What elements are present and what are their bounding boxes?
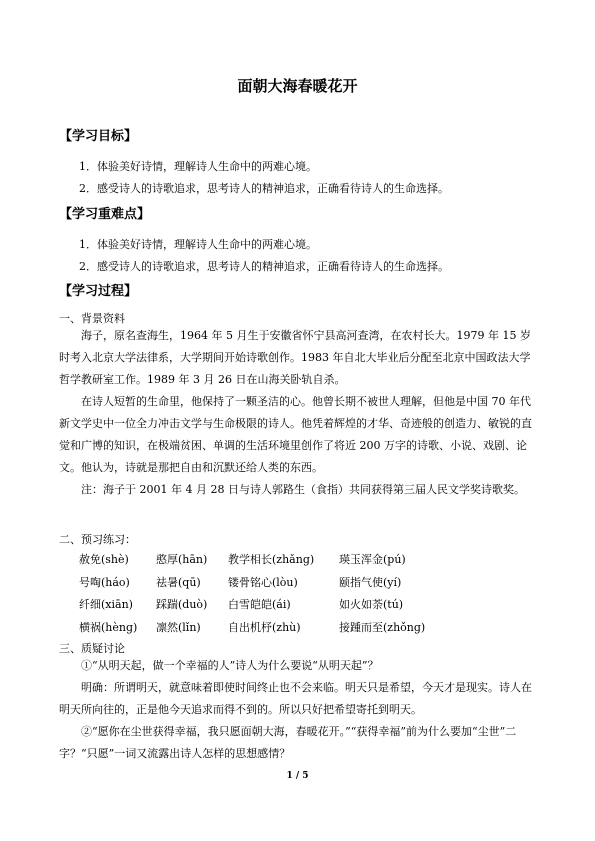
vocab-item: 憨厚(hān) [156, 553, 208, 566]
goal-item-1: 1．体验美好诗情，理解诗人生命中的两难心境。 [79, 160, 317, 173]
question-2: ②“愿你在尘世获得幸福，我只愿面朝大海，春暖花开。”“获得幸福”前为什么要加“尘世”二字？“只愿”一词又流露出诗人怎样的思想感情？ [59, 725, 517, 760]
vocab-item: 瑛玉浑金(pú) [339, 553, 406, 566]
vocab-item: 号啕(háo) [79, 575, 130, 589]
vocab-item: 祛暑(qū) [156, 575, 201, 589]
page-title: 面朝大海春暖花开 [237, 77, 358, 95]
keypoint-item-2: 2．感受诗人的诗歌追求，思考诗人的精神追求，正确看待诗人的生命选择。 [79, 260, 449, 273]
vocab-item: 自出机杼(zhù) [228, 620, 301, 634]
vocab-item: 颐指气使(yí) [339, 575, 402, 589]
answer-1: 明确：所谓明天，就意味着即使时间终止也不会来临。明天只是希望，今天才是现实。诗人在明天所向往的，正是他今天追求而得不到的。所以只好把希望寄托到明天。 [59, 681, 532, 716]
discussion-heading: 三、质疑讨论 [59, 642, 125, 655]
vocab-item: 凛然(lǐn) [156, 620, 201, 634]
discussion-text [59, 655, 539, 765]
vocab-item: 接踵而至(zhǒng) [339, 620, 426, 634]
keypoint-item-1: 1．体验美好诗情，理解诗人生命中的两难心境。 [79, 238, 317, 251]
background-text [59, 325, 539, 501]
background-heading: 一、背景资料 [59, 312, 125, 325]
goals-heading: 【学习目标】 [59, 129, 138, 144]
vocab-item: 赦免(shè) [79, 553, 129, 566]
vocab-item: 白雪皑皑(ái) [228, 598, 291, 611]
process-heading: 【学习过程】 [59, 284, 138, 299]
keypoints-heading: 【学习重难点】 [59, 207, 151, 222]
vocab-item: 如火如荼(tú) [339, 598, 404, 611]
preview-heading: 二、预习练习： [59, 533, 136, 546]
background-paragraph-1: 海子，原名查海生，1964 年 5 月生于安徽省怀宁县高河查湾，在农村长大。1979 年 15 岁时考入北京大学法律系，大学期间开始诗歌创作。1983 年自北大毕业后分配至北京中国政法大学哲学教研室工作。1989 年 3 月 26 日在山海关卧轨自杀。 [59, 329, 531, 386]
question-1: ①“从明天起，做一个幸福的人”诗人为什么要说“从明天起”？ [81, 659, 379, 672]
background-note: 注：海子于 2001 年 4 月 28 日与诗人郭路生（食指）共同获得第三届人民文学奖诗歌奖。 [81, 483, 525, 496]
goal-item-2: 2．感受诗人的诗歌追求，思考诗人的精神追求，正确看待诗人的生命选择。 [79, 182, 449, 195]
vocab-item: 踩踹(duò) [156, 598, 208, 611]
vocab-item: 镂骨铭心(lòu) [228, 575, 298, 589]
vocab-item: 纤细(xiān) [79, 598, 133, 611]
vocab-item: 横祸(hèng) [79, 620, 138, 634]
background-paragraph-2: 在诗人短暂的生命里，他保持了一颗圣洁的心。他曾长期不被世人理解，但他是中国 70 年代新文学史中一位全力冲击文学与生命极限的诗人。他凭着辉煌的才华、奇迹般的创造力、敏锐的直觉和广博的知识，在极端贫困、单调的生活环境里创作了将近 200 万字的诗歌、小说、戏剧、论文。他认为，诗就是那把自由和沉默还给人类的东西。 [59, 395, 532, 474]
vocab-item: 教学相长(zhǎng) [228, 553, 315, 566]
page-number: 1 / 5 [286, 771, 309, 781]
